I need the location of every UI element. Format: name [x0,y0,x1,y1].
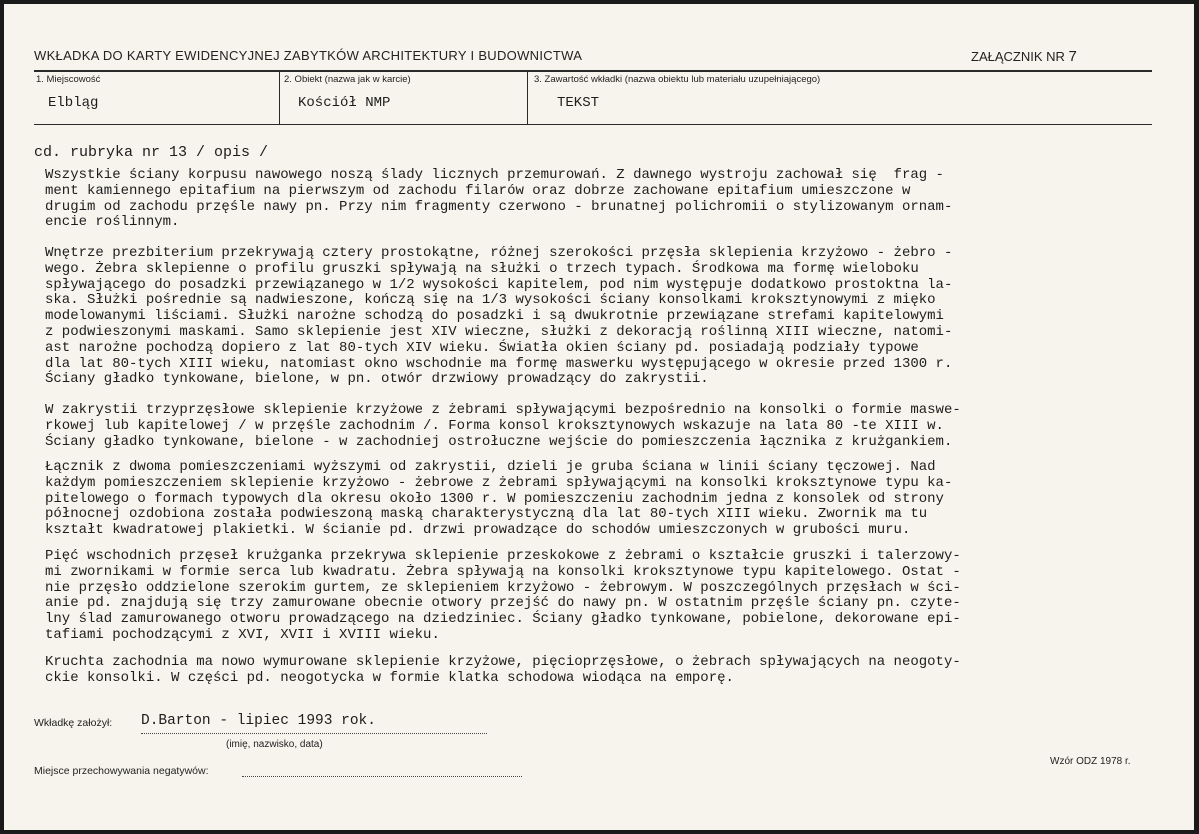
fields-bottom-rule [34,124,1152,125]
form-version: Wzór ODZ 1978 r. [1050,756,1131,767]
paragraph-4: Łącznik z dwoma pomieszczeniami wyższymi od zakrystii, dzieli je gruba ściana w linii ściany tęczowej. Nad każdym pomieszczeniem sklepienie krzyżowo - żebrowe z żebrami spływającymi na konsolki kroksztynowe typu ka- pitelowego o formach typowych dla okresu około 1300 r. W pomieszczeniu zachodnim jedna z konsolek od strony północnej ozdobiona została podwieszoną maską charakterystyczną dla lat 80-tych XIII wieku. Zwornik ma tu kształt kwadratowej plakietki. W ścianie pd. drzwi prowadzące do schodów umieszczonych w grubości muru. [45,459,953,539]
field-divider-1 [279,72,280,124]
field-value-contents: TEKST [557,95,600,111]
card-title: WKŁADKA DO KARTY EWIDENCYJNEJ ZABYTKÓW ARCHITEKTURY I BUDOWNICTWA [34,48,583,63]
negatives-label: Miejsce przechowywania negatywów: [34,765,209,777]
paragraph-6: Kruchta zachodnia ma nowo wymurowane sklepienie krzyżowe, pięcioprzęsłowe, o żebrach spływających na neogoty- ckie konsolki. W części pd. neogotycka w formie klatka schodowa wiodąca na emporę. [45,654,961,686]
author-dotted-line [141,733,487,734]
author-hint: (imię, nazwisko, data) [226,739,323,750]
section-heading: cd. rubryka nr 13 / opis / [34,144,269,161]
field-divider-2 [527,72,528,124]
field-label-object: 2. Obiekt (nazwa jak w karcie) [284,74,411,85]
field-label-locality: 1. Miejscowość [36,74,101,85]
header-rule [34,70,1152,72]
paragraph-5: Pięć wschodnich przęseł krużganka przekrywa sklepienie przeskokowe z żebrami o kształcie gruszki i talerzowy- mi zwornikami w formie serca lub kwadratu. Żebra spływają na konsolki kroksztynowe typu kapitelowego. Ostat - nie przęsło oddzielone szerokim gurtem, ze sklepieniem krzyżowo - żebrowym. W poszczególnych przęsłach w ści- anie pd. znajdują się trzy zamurowane obecnie otwory przejść do nawy pn. W ostatnim przęśle ściany pn. czyte- lny ślad zamurowanego otworu prowadzącego na dziedziniec. Ściany gładko tynkowane, pobielone, dekorowane epi- tafiami pochodzącymi z XVI, XVII i XVIII wieku. [45,548,961,643]
field-value-object: Kościół NMP [298,95,391,111]
annex-label-text: ZAŁĄCZNIK NR [971,49,1065,64]
author-value: D.Barton - lipiec 1993 rok. [141,713,376,729]
paragraph-1: Wszystkie ściany korpusu nawowego noszą ślady licznych przemurowań. Z dawnego wystroju zachował się frag - ment kamiennego epitafium na pierwszym od zachodu filarów oraz dobrze zachowane epitafium umieszczone w drugim od zachodu przęśle nawy pn. Przy nim fragmenty czerwono - brunatnej polichromii o stylizowanym ornam- encie roślinnym. [45,167,953,231]
paragraph-3: W zakrystii trzyprzęsłowe sklepienie krzyżowe z żebrami spływającymi bezpośrednio na konsolki o formie maswe- rkowej lub kapitelowej / w przęśle zachodnim /. Forma konsol kroksztynowych wskazuje na lata 80 -te XIII w. Ściany gładko tynkowane, bielone - w zachodniej ostrołuczne wejście do pomieszczenia łącznika z krużgankiem. [45,402,961,450]
field-label-contents: 3. Zawartość wkładki (nazwa obiektu lub materiału uzupełniającego) [534,74,821,85]
annex-label [971,48,1077,65]
archive-card [4,4,1194,830]
negatives-dotted-line [242,776,522,777]
author-label: Wkładkę założył: [34,717,113,729]
field-value-locality: Elbląg [48,95,99,111]
paragraph-2: Wnętrze prezbiterium przekrywają cztery prostokątne, różnej szerokości przęsła sklepienia krzyżowo - żebro - wego. Żebra sklepienne o profilu gruszki spływają na służki o trzech typach. Środkowa ma formę wieloboku spływającego do posadzki przewiązanego w 1/2 wysokości kapitelem, pod nim występuje dodatkowo prostoktna la- ska. Służki pośrednie są nadwieszone, kończą się na 1/3 wysokości ściany konsolkami kroksztynowymi z mięko modelowanymi liściami. Służki narożne schodzą do posadzki i są dwukrotnie przewiązane strefami kapitelowymi z podwieszonymi maskami. Samo sklepienie jest XIV wieczne, służki z dekoracją roślinną XIII wieczne, natomi- ast narożne pochodzą dopiero z lat 80-tych XIV wieku. Światła okien ściany pd. posiadają podziały typowe dla lat 80-tych XIII wieku, natomiast okno wschodnie ma formę maswerku występującego w okresie przed 1300 r. Ściany gładko tynkowane, bielone, w pn. otwór drzwiowy prowadzący do zakrystii. [45,245,953,388]
annex-number: 7 [1068,48,1077,65]
